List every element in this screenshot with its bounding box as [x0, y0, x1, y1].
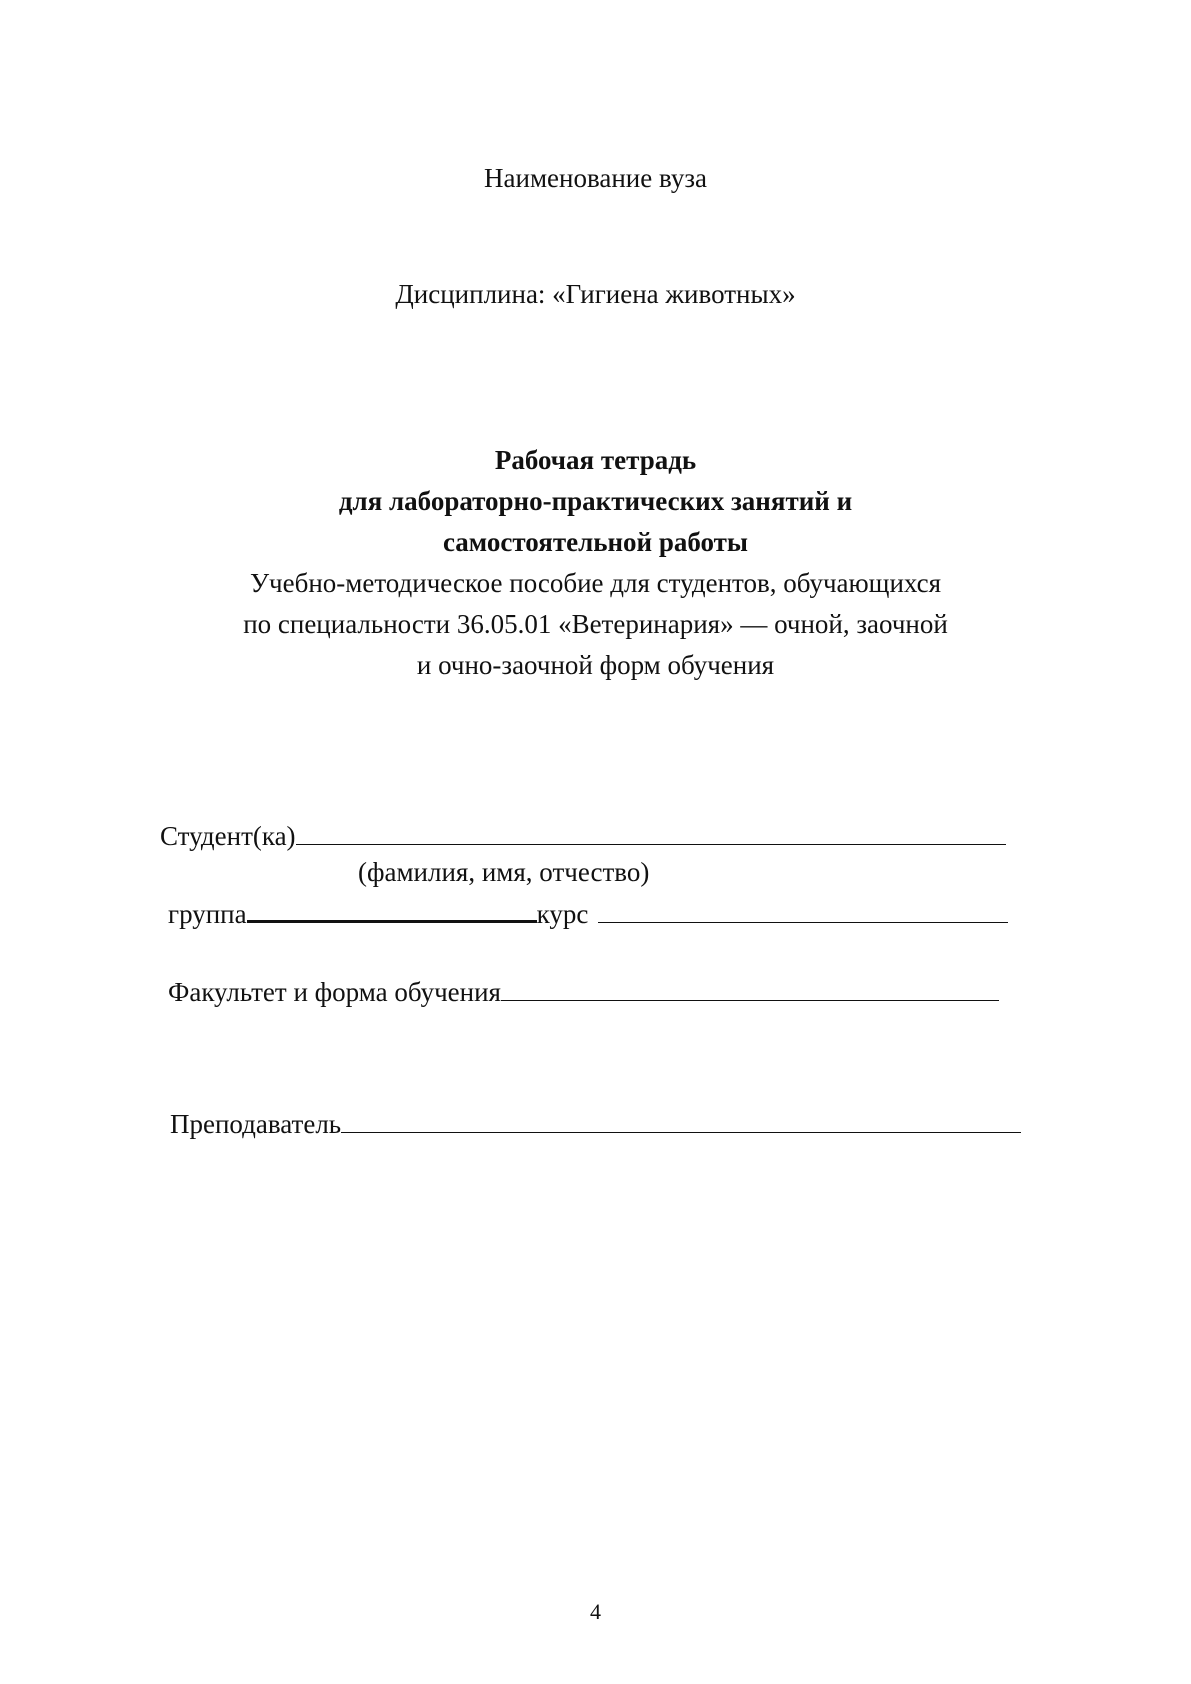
group-course-row: [168, 896, 1008, 930]
course-label: курс: [536, 899, 589, 929]
student-field-row: [160, 820, 1006, 852]
title-line-1: Рабочая тетрадь: [494, 445, 697, 475]
course-blank-line[interactable]: [598, 898, 1008, 923]
title-block: [0, 440, 1191, 686]
group-label: группа: [168, 899, 247, 929]
group-blank-line[interactable]: [247, 896, 537, 923]
subtitle-line-3: и очно-заочной форм обучения: [416, 650, 775, 680]
teacher-blank-line[interactable]: [341, 1108, 1021, 1133]
subtitle-line-1: Учебно-методическое пособие для студентов, обучающихся: [249, 568, 942, 598]
faculty-label: Факультет и форма обучения: [168, 977, 501, 1007]
faculty-field-row: [168, 976, 999, 1008]
fio-hint: (фамилия, имя, отчество): [358, 857, 650, 887]
university-name: Наименование вуза: [484, 163, 707, 193]
title-line-2: для лабораторно-практических занятий и: [338, 486, 853, 516]
teacher-label: Преподаватель: [170, 1109, 342, 1139]
page-number: 4: [590, 1599, 601, 1624]
discipline-title: Дисциплина: «Гигиена животных»: [395, 279, 796, 309]
student-label: Студент(ка): [160, 821, 296, 851]
teacher-field-row: [170, 1108, 1021, 1140]
faculty-blank-line[interactable]: [501, 976, 999, 1001]
title-line-3: самостоятельной работы: [442, 527, 748, 557]
student-blank-line[interactable]: [296, 820, 1006, 845]
subtitle-line-2: по специальности 36.05.01 «Ветеринария» — очной, заочной: [243, 609, 948, 639]
